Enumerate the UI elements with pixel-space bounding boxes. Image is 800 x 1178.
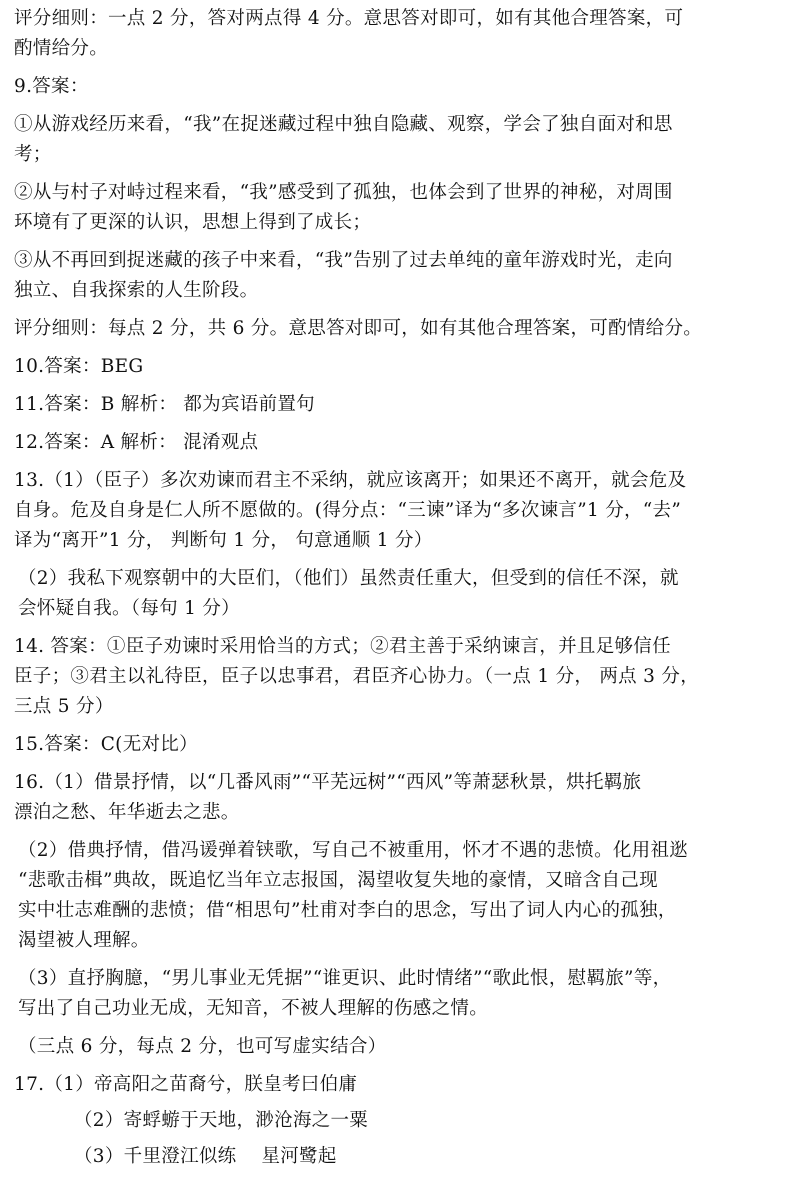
- text-line: 三点 5 分）: [14, 696, 114, 717]
- q12-answer: [14, 428, 786, 458]
- text-line: （2）寄蜉蝣于天地，渺沧海之一粟: [74, 1110, 369, 1131]
- text-line: 16.（1）借景抒情，以“几番风雨”“平芜远树”“西风”等萧瑟秋景，烘托羁旅: [14, 772, 642, 793]
- q17-line-1: [14, 1070, 786, 1100]
- q9-point-1: [14, 110, 786, 170]
- text-line: 15.答案：C(无对比）: [14, 734, 198, 755]
- q11-answer: [14, 390, 786, 420]
- q9-heading: [14, 72, 786, 102]
- text-line: 实中壮志难酬的悲愤；借“相思句”杜甫对李白的思念，写出了词人内心的孤独，: [18, 900, 677, 921]
- text-line: 10.答案：BEG: [14, 356, 144, 377]
- text-line: （三点 6 分，每点 2 分，也可写虚实结合）: [18, 1036, 387, 1057]
- text-line: ③从不再回到捉迷藏的孩子中来看，“我”告别了过去单纯的童年游戏时光，走向: [14, 250, 673, 271]
- text-line: ②从与村子对峙过程来看，“我”感受到了孤独，也体会到了世界的神秘，对周围: [14, 182, 673, 203]
- text-line: 自身。危及自身是仁人所不愿做的。(得分点：“三谏”译为“多次谏言”1 分，“去”: [14, 500, 682, 521]
- text-line: 9.答案：: [14, 76, 89, 97]
- scoring-note-9: [14, 314, 786, 344]
- text-line: 独立、自我探索的人生阶段。: [14, 280, 259, 301]
- q16-scoring: [14, 1032, 786, 1062]
- text-line: 渴望被人理解。: [18, 930, 150, 951]
- text-line: 评分细则：每点 2 分，共 6 分。意思答对即可，如有其他合理答案，可酌情给分。: [14, 318, 703, 339]
- q9-point-3: [14, 246, 786, 306]
- text-line: 臣子；③君主以礼待臣，臣子以忠事君，君臣齐心协力。（一点 1 分， 两点 3 分，: [14, 666, 699, 687]
- q13-part-1: [14, 466, 786, 556]
- text-line: （3）直抒胸臆，“男儿事业无凭据”“谁更识、此时情绪”“歌此恨，慰羁旅”等，: [18, 968, 672, 989]
- q17-line-3: [14, 1142, 786, 1172]
- text-line: 17.（1）帝高阳之苗裔兮，朕皇考曰伯庸: [14, 1074, 358, 1095]
- text-line: 12.答案：A 解析： 混淆观点: [14, 432, 259, 453]
- q16-part-1: [14, 768, 786, 828]
- text-line: 环境有了更深的认识，思想上得到了成长；: [14, 212, 372, 233]
- text-line: 酌情给分。: [14, 38, 109, 59]
- text-line: （3）千里澄江似练 星河鹭起: [74, 1146, 337, 1167]
- text-line: 考；: [14, 144, 52, 165]
- q10-answer: [14, 352, 786, 382]
- text-line: 13.（1）（臣子）多次劝谏而君主不采纳，就应该离开；如果还不离开，就会危及: [14, 470, 687, 491]
- q13-part-2: [14, 564, 786, 624]
- text-line: ①从游戏经历来看，“我”在捉迷藏过程中独自隐藏、观察，学会了独自面对和思: [14, 114, 673, 135]
- text-line: “悲歌击楫”典故，既追忆当年立志报国，渴望收复失地的豪情，又暗含自己现: [18, 870, 658, 891]
- text-line: 14. 答案：①臣子劝谏时采用恰当的方式；②君主善于采纳谏言，并且足够信任: [14, 636, 671, 657]
- scoring-note-8: [14, 4, 786, 64]
- q16-part-3: [14, 964, 786, 1024]
- q16-part-2: [14, 836, 786, 956]
- text-line: 会怀疑自我。（每句 1 分）: [18, 598, 240, 619]
- text-line: 译为“离开”1 分， 判断句 1 分， 句意通顺 1 分）: [14, 530, 433, 551]
- text-line: （2）借典抒情，借冯谖弹着铗歌，写自己不被重用，怀才不遇的悲愤。化用祖逖: [18, 840, 689, 861]
- q14-answer: [14, 632, 786, 722]
- text-line: 评分细则：一点 2 分，答对两点得 4 分。意思答对即可，如有其他合理答案，可: [14, 8, 684, 29]
- text-line: （2）我私下观察朝中的大臣们，（他们）虽然责任重大，但受到的信任不深，就: [18, 568, 679, 589]
- q15-answer: [14, 730, 786, 760]
- answer-document: [14, 4, 786, 1178]
- q17-line-2: [14, 1106, 786, 1136]
- q9-point-2: [14, 178, 786, 238]
- text-line: 写出了自己功业无成，无知音，不被人理解的伤感之情。: [18, 998, 489, 1019]
- text-line: 漂泊之愁、年华逝去之悲。: [14, 802, 240, 823]
- text-line: 11.答案：B 解析： 都为宾语前置句: [14, 394, 315, 415]
